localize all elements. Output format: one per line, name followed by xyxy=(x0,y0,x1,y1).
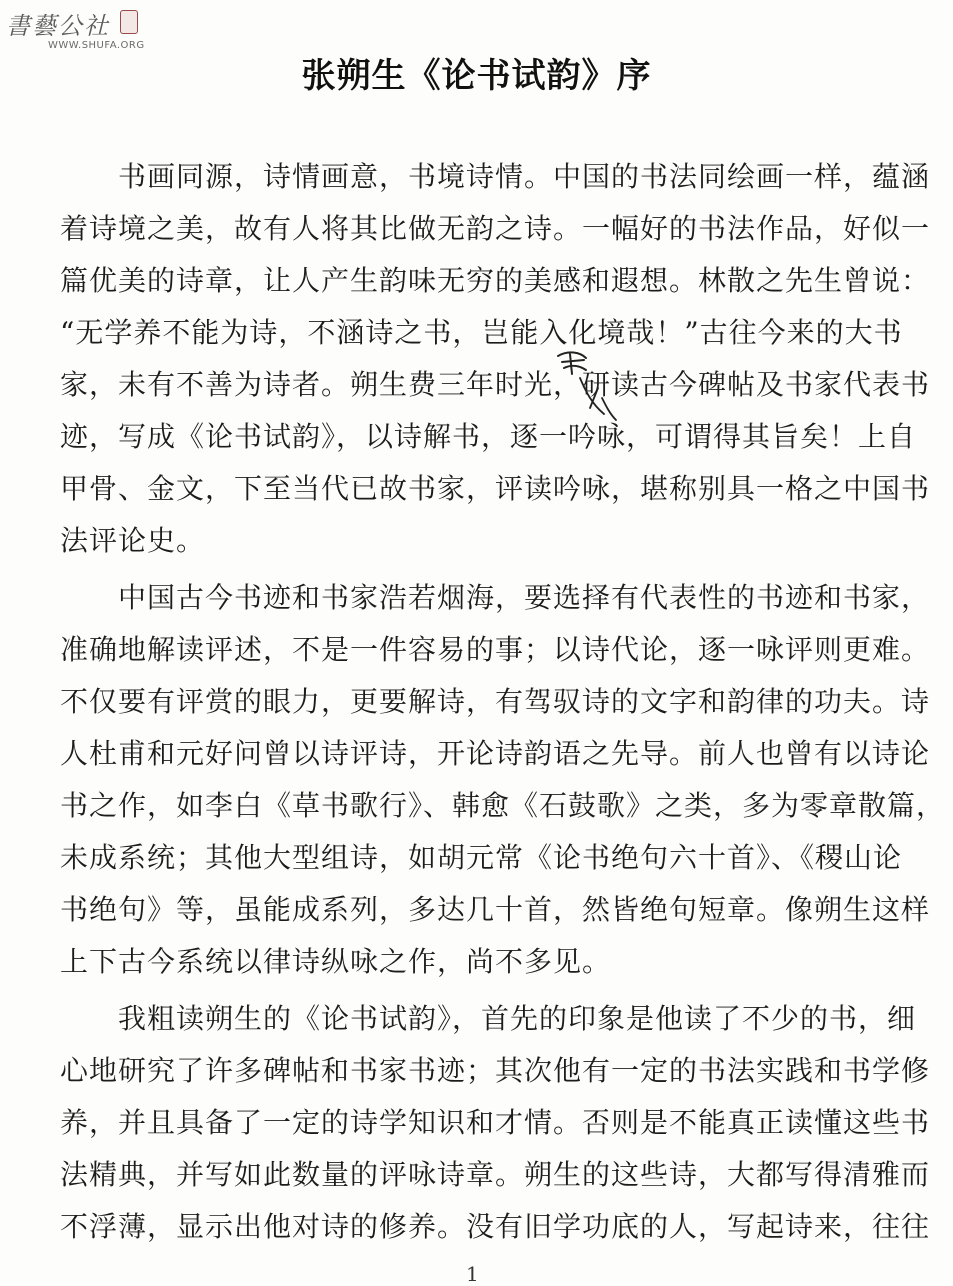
text-line: 书之作，如李白《草书歌行》、韩愈《石鼓歌》之类，多为零章散篇， xyxy=(60,789,946,822)
seal-stamp-icon xyxy=(120,10,138,34)
text-line: 迹，写成《论书试韵》，以诗解书，逐一吟咏，可谓得其旨矣！上自 xyxy=(60,420,917,453)
text-line: 书画同源，诗情画意，书境诗情。中国的书法同绘画一样，蕴涵 xyxy=(60,160,931,193)
text-line: 我粗读朔生的《论书试韵》，首先的印象是他读了不少的书，细 xyxy=(60,1002,917,1035)
handwritten-correction-mark xyxy=(540,348,620,430)
text-line: 家，未有不善为诗者。朔生费三年时光，研读古今碑帖及书家代表书 xyxy=(60,368,931,401)
text-line: 上下古今系统以律诗纵咏之作，尚不多见。 xyxy=(60,945,612,978)
watermark-title: 書藝公社 xyxy=(6,12,110,40)
paragraph-1 xyxy=(60,151,931,567)
text-line: 书绝句》等，虽能成系列，多达几十首，然皆绝句短章。像朔生这样 xyxy=(60,893,931,926)
text-line: 未成系统；其他大型组诗，如胡元常《论书绝句六十首》、《稷山论 xyxy=(60,841,903,874)
page-number: 1 xyxy=(466,1262,479,1286)
document-body xyxy=(60,151,946,1253)
text-line: 不浮薄，显示出他对诗的修养。没有旧学功底的人，写起诗来，往往 xyxy=(60,1210,931,1243)
paragraph-2 xyxy=(60,572,946,988)
page-title: 张朔生《论书试韵》序 xyxy=(301,56,652,96)
paragraph-3 xyxy=(60,993,931,1253)
text-line: 法评论史。 xyxy=(60,524,206,557)
text-line: 中国古今书迹和书家浩若烟海，要选择有代表性的书迹和书家， xyxy=(60,581,931,614)
text-line: 人杜甫和元好问曾以诗评诗，开论诗韵语之先导。前人也曾有以诗论 xyxy=(60,737,931,770)
text-line: 法精典，并写如此数量的评咏诗章。朔生的这些诗，大都写得清雅而 xyxy=(60,1158,931,1191)
text-line: 不仅要有评赏的眼力，更要解诗，有驾驭诗的文字和韵律的功夫。诗 xyxy=(60,685,931,718)
text-line: “无学养不能为诗，不涵诗之书，岂能入化境哉！”古往今来的大书 xyxy=(60,316,903,349)
text-line: 着诗境之美，故有人将其比做无韵之诗。一幅好的书法作品，好似一 xyxy=(60,212,931,245)
text-line: 准确地解读评述，不是一件容易的事；以诗代论，逐一咏评则更难。 xyxy=(60,633,931,666)
text-line: 养，并且具备了一定的诗学知识和才情。否则是不能真正读懂这些书 xyxy=(60,1106,931,1139)
text-line: 甲骨、金文，下至当代已故书家，评读吟咏，堪称别具一格之中国书 xyxy=(60,472,931,505)
watermark-url: WWW.SHUFA.ORG xyxy=(48,40,145,51)
text-line: 心地研究了许多碑帖和书家书迹；其次他有一定的书法实践和书学修 xyxy=(60,1054,931,1087)
watermark-logo xyxy=(6,6,145,54)
text-line: 篇优美的诗章，让人产生韵味无穷的美感和遐想。林散之先生曾说： xyxy=(60,264,931,297)
